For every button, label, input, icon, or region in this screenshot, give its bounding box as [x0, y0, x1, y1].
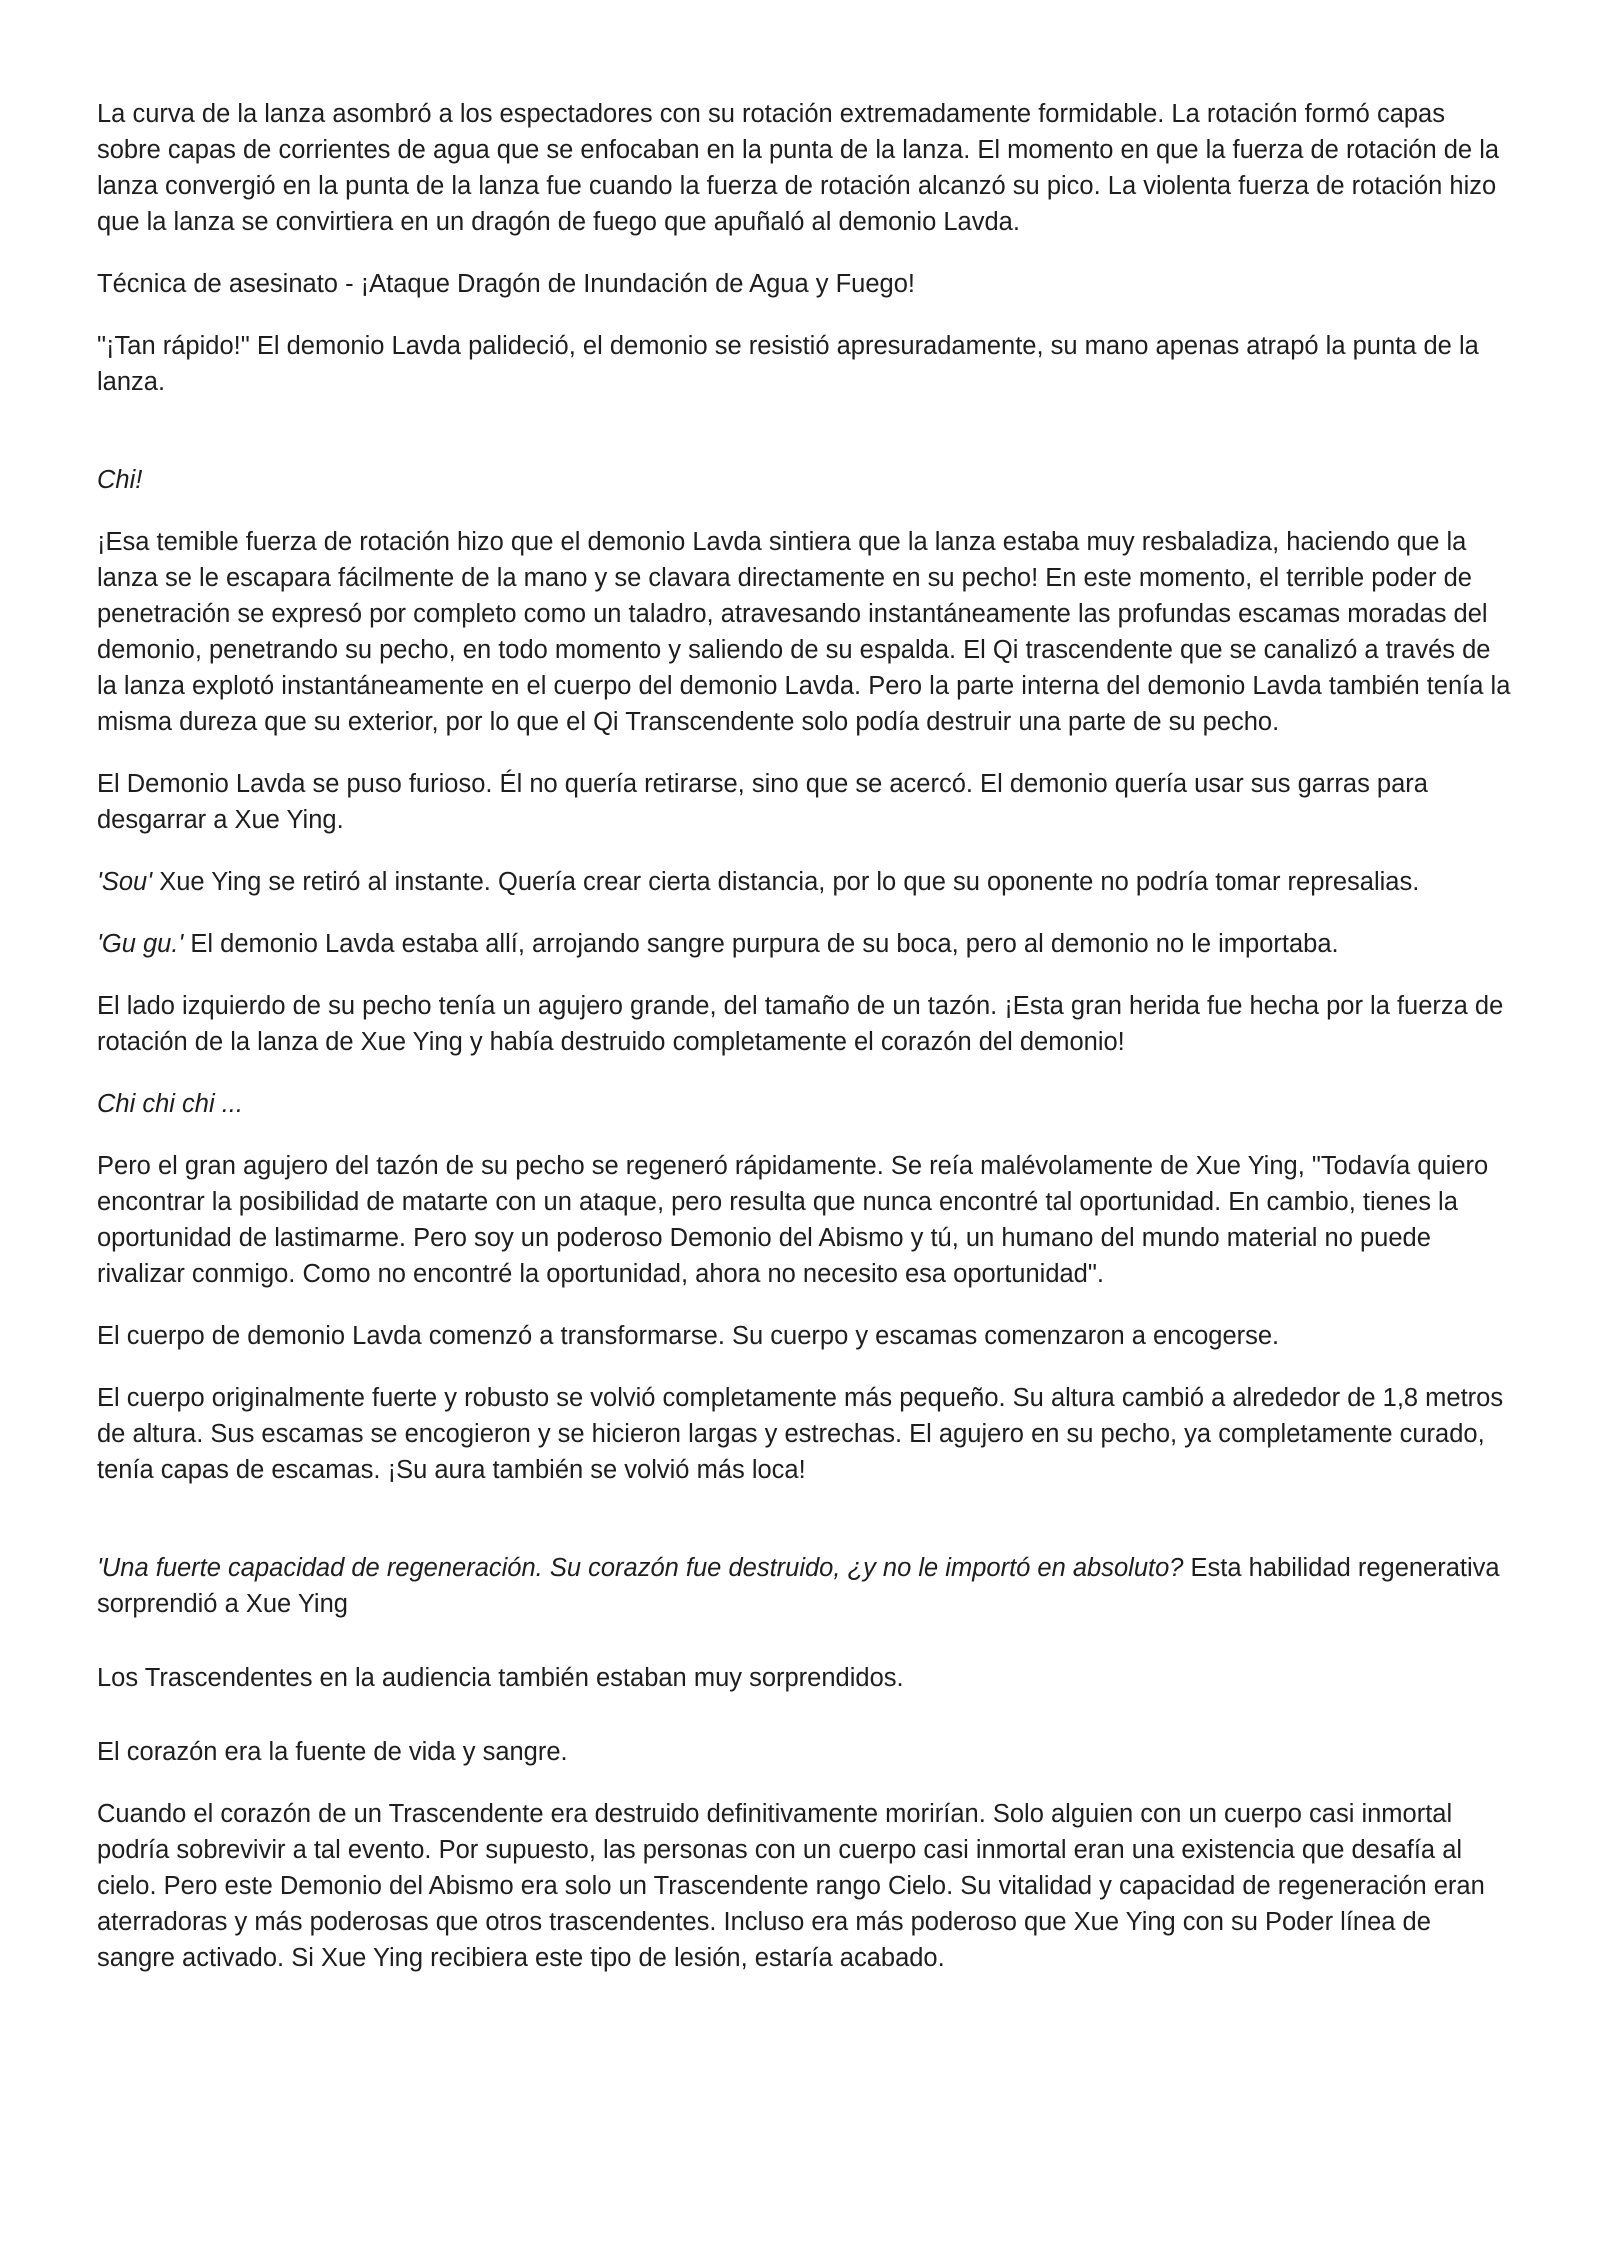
paragraph: El cuerpo originalmente fuerte y robusto se volvió completamente más pequeño. Su altura cambió a alrededor de 1,8 metros de altura. Sus escamas se encogieron y se hicieron largas y estrechas. El agujero en su pecho, ya completamente curado, tenía capas de escamas. ¡Su aura también se volvió más loca!: [97, 1384, 1504, 1484]
paragraph-text: Xue Ying se retiró al instante. Quería crear cierta distancia, por lo que su oponente no podría tomar represalias.: [152, 868, 1420, 896]
paragraph: [97, 864, 1513, 900]
paragraph: [97, 926, 1513, 962]
paragraph-text: Esta habilidad regenerativa sorprendió a Xue Ying: [97, 1554, 1500, 1618]
italic-phrase: 'Gu gu.': [97, 930, 184, 958]
paragraph: "¡Tan rápido!" El demonio Lavda palideció, el demonio se resistió apresuradamente, su mano apenas atrapó la punta de la lanza.: [97, 332, 1479, 396]
paragraph: El cuerpo de demonio Lavda comenzó a transformarse. Su cuerpo y escamas comenzaron a encogerse.: [97, 1322, 1280, 1350]
paragraph: El lado izquierdo de su pecho tenía un agujero grande, del tamaño de un tazón. ¡Esta gran herida fue hecha por la fuerza de rotación de la lanza de Xue Ying y había destruido completamente el corazón del demonio!: [97, 992, 1504, 1056]
paragraph: La curva de la lanza asombró a los espectadores con su rotación extremadamente formidable. La rotación formó capas sobre capas de corrientes de agua que se enfocaban en la punta de la lanza. El momento en que la fuerza de rotación de la lanza convergió en la punta de la lanza fue cuando la fuerza de rotación alcanzó su pico. La violenta fuerza de rotación hizo que la lanza se convirtiera en un dragón de fuego que apuñaló al demonio Lavda.: [97, 100, 1500, 236]
paragraph: [97, 1550, 1513, 1622]
paragraph-text: El demonio Lavda estaba allí, arrojando sangre purpura de su boca, pero al demonio no le importaba.: [183, 930, 1339, 958]
paragraph: ¡Esa temible fuerza de rotación hizo que el demonio Lavda sintiera que la lanza estaba muy resbaladiza, haciendo que la lanza se le escapara fácilmente de la mano y se clavara directamente en su pecho! En este momento, el terrible poder de penetración se expresó por completo como un taladro, atravesando instantáneamente las profundas escamas moradas del demonio, penetrando su pecho, en todo momento y saliendo de su espalda. El Qi trascendente que se canalizó a través de la lanza explotó instantáneamente en el cuerpo del demonio Lavda. Pero la parte interna del demonio Lavda también tenía la misma dureza que su exterior, por lo que el Qi Transcendente solo podía destruir una parte de su pecho.: [97, 528, 1511, 736]
italic-phrase: 'Una fuerte capacidad de regeneración. Su corazón fue destruido, ¿y no le importó en absoluto?: [97, 1554, 1184, 1582]
sound-effect: Chi!: [97, 466, 143, 494]
paragraph: Pero el gran agujero del tazón de su pecho se regeneró rápidamente. Se reía malévolamente de Xue Ying, "Todavía quiero encontrar la posibilidad de matarte con un ataque, pero resulta que nunca encontré tal oportunidad. En cambio, tienes la oportunidad de lastimarme. Pero soy un poderoso Demonio del Abismo y tú, un humano del mundo material no puede rivalizar conmigo. Como no encontré la oportunidad, ahora no necesito esa oportunidad".: [97, 1152, 1489, 1288]
paragraph: Técnica de asesinato - ¡Ataque Dragón de Inundación de Agua y Fuego!: [97, 270, 915, 298]
italic-phrase: 'Sou': [97, 868, 153, 896]
paragraph: Los Trascendentes en la audiencia también estaban muy sorprendidos.: [97, 1664, 904, 1692]
document-body: [97, 96, 1513, 2002]
paragraph: El Demonio Lavda se puso furioso. Él no quería retirarse, sino que se acercó. El demonio quería usar sus garras para desgarrar a Xue Ying.: [97, 770, 1428, 834]
paragraph: Cuando el corazón de un Trascendente era destruido definitivamente morirían. Solo alguien con un cuerpo casi inmortal podría sobrevivir a tal evento. Por supuesto, las personas con un cuerpo casi inmortal eran una existencia que desafía al cielo. Pero este Demonio del Abismo era solo un Trascendente rango Cielo. Su vitalidad y capacidad de regeneración eran aterradoras y más poderosas que otros trascendentes. Incluso era más poderoso que Xue Ying con su Poder línea de sangre activado. Si Xue Ying recibiera este tipo de lesión, estaría acabado.: [97, 1800, 1485, 1972]
sound-effect: Chi chi chi ...: [97, 1090, 243, 1118]
paragraph: El corazón era la fuente de vida y sangre.: [97, 1738, 568, 1766]
